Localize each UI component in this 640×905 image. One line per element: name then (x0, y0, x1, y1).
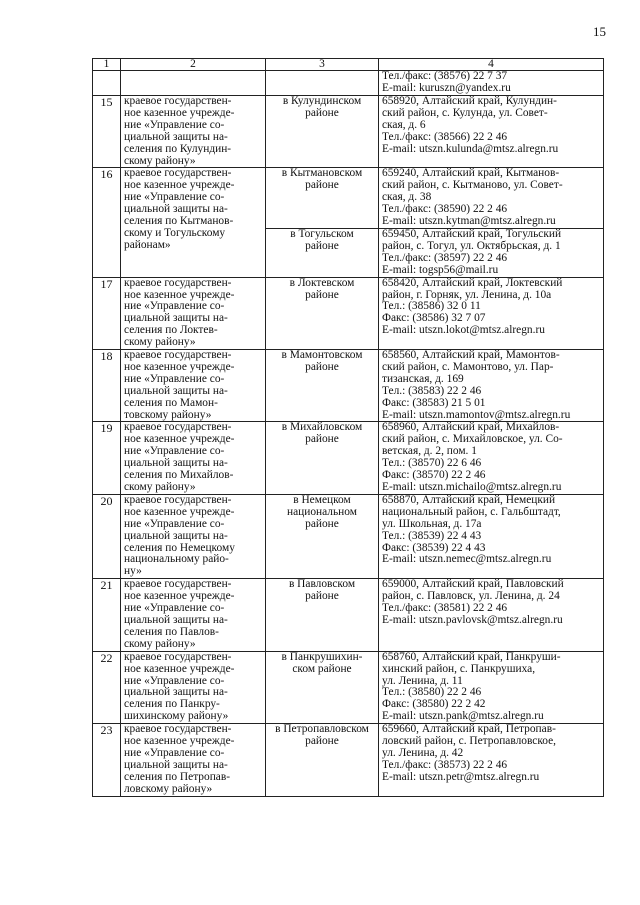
contacts-cell: 658560, Алтайский край, Мамонтов- ский район, с. Мамонтово, ул. Пар- тизанская, д. 169 Тел.: (38583) 22 2 46 Факс: (38583) 21 5 01 E-mail: utszn.mamontov@mtsz.alregn.ru (379, 350, 604, 422)
row-number-cell (93, 71, 121, 96)
row-number-cell: 16 (93, 168, 121, 277)
table-row (93, 724, 604, 796)
row-number-cell: 15 (93, 96, 121, 168)
row-number-cell: 18 (93, 350, 121, 422)
district-cell: в Мамонтовском районе (266, 350, 379, 422)
contacts-cell: 659000, Алтайский край, Павловский район, с. Павловск, ул. Ленина, д. 24 Тел./факс: (38581) 22 2 46 E-mail: utszn.pavlovsk@mtsz.alregn.ru (379, 579, 604, 651)
table-row (93, 422, 604, 494)
institution-cell: краевое государствен- ное казенное учрежде- ние «Управление со- циальной защиты на- селения по Панкру- шихинскому району» (121, 651, 266, 723)
table-row (93, 96, 604, 168)
contacts-cell: Тел./факс: (38576) 22 7 37 E-mail: kuruszn@yandex.ru (379, 71, 604, 96)
row-number-cell: 17 (93, 277, 121, 349)
district-cell: в Тогульском районе (266, 228, 379, 277)
contacts-cell: 658960, Алтайский край, Михайлов- ский район, с. Михайловское, ул. Со- ветская, д. 2, пом. 1 Тел.: (38570) 22 6 46 Факс: (38570) 22 2 46 E-mail: utszn.michailo@mtsz.alregn.ru (379, 422, 604, 494)
district-cell: в Кытмановском районе (266, 168, 379, 229)
table-row (93, 651, 604, 723)
district-cell: в Михайловском районе (266, 422, 379, 494)
institution-cell: краевое государствен- ное казенное учрежде- ние «Управление со- циальной защиты на- селения по Мамон- товскому району» (121, 350, 266, 422)
district-cell: в Локтевском районе (266, 277, 379, 349)
contacts-cell: 658870, Алтайский край, Немецкий национальный район, с. Гальбштадт, ул. Школьная, д. 17а Тел.: (38539) 22 4 43 Факс: (38539) 22 4 43 E-mail: utszn.nemec@mtsz.alregn.ru (379, 494, 604, 578)
table-row (93, 350, 604, 422)
district-cell: в Петропавловском районе (266, 724, 379, 796)
table-row-continuation (93, 71, 604, 96)
contacts-cell: 658760, Алтайский край, Панкруши- хинский район, с. Панкрушиха, ул. Ленина, д. 11 Тел.: (38580) 22 2 46 Факс: (38580) 22 2 42 E-mail: utszn.pank@mtsz.alregn.ru (379, 651, 604, 723)
institution-cell: краевое государствен- ное казенное учрежде- ние «Управление со- циальной защиты на- селения по Кытманов- скому и Тогульскому районам» (121, 168, 266, 277)
table-header-row (93, 59, 604, 71)
row-number-cell: 22 (93, 651, 121, 723)
contacts-cell: 659450, Алтайский край, Тогульский район, с. Тогул, ул. Октябрьская, д. 1 Тел./факс: (38597) 22 2 46 E-mail: togsp56@mail.ru (379, 228, 604, 277)
page-number: 15 (593, 24, 606, 39)
row-number-cell: 21 (93, 579, 121, 651)
district-cell: в Павловском районе (266, 579, 379, 651)
column-header-4: 4 (379, 59, 604, 71)
institution-cell: краевое государствен- ное казенное учрежде- ние «Управление со- циальной защиты на- селения по Павлов- скому району» (121, 579, 266, 651)
table-row (93, 168, 604, 229)
row-number-cell: 23 (93, 724, 121, 796)
institution-cell: краевое государствен- ное казенное учрежде- ние «Управление со- циальной защиты на- селения по Немецкому национальному райо- ну» (121, 494, 266, 578)
row-number-cell: 19 (93, 422, 121, 494)
district-cell (266, 71, 379, 96)
institution-cell (121, 71, 266, 96)
table-row (93, 494, 604, 578)
institution-cell: краевое государствен- ное казенное учрежде- ние «Управление со- циальной защиты на- селения по Локтев- скому району» (121, 277, 266, 349)
district-cell: в Панкрушихин- ском районе (266, 651, 379, 723)
contacts-cell: 659660, Алтайский край, Петропав- ловский район, с. Петропавловское, ул. Ленина, д. 42 Тел./факс: (38573) 22 2 46 E-mail: utszn.petr@mtsz.alregn.ru (379, 724, 604, 796)
district-cell: в Немецком национальном районе (266, 494, 379, 578)
contacts-cell: 658920, Алтайский край, Кулундин- ский район, с. Кулунда, ул. Совет- ская, д. 6 Тел./факс: (38566) 22 2 46 E-mail: utszn.kulunda@mtsz.alregn.ru (379, 96, 604, 168)
institution-cell: краевое государствен- ное казенное учрежде- ние «Управление со- циальной защиты на- селения по Кулундин- скому району» (121, 96, 266, 168)
row-number-cell: 20 (93, 494, 121, 578)
contacts-cell: 658420, Алтайский край, Локтевский район, г. Горняк, ул. Ленина, д. 10а Тел.: (38586) 32 0 11 Факс: (38586) 32 7 07 E-mail: utszn.lokot@mtsz.alregn.ru (379, 277, 604, 349)
institution-cell: краевое государствен- ное казенное учрежде- ние «Управление со- циальной защиты на- селения по Михайлов- скому району» (121, 422, 266, 494)
contacts-cell: 659240, Алтайский край, Кытманов- ский район, с. Кытманово, ул. Совет- ская, д. 38 Тел./факс: (38590) 22 2 46 E-mail: utszn.kytman@mtsz.alregn.ru (379, 168, 604, 229)
institution-cell: краевое государствен- ное казенное учрежде- ние «Управление со- циальной защиты на- селения по Петропав- ловскому району» (121, 724, 266, 796)
table-row (93, 579, 604, 651)
district-cell: в Кулундинском районе (266, 96, 379, 168)
column-header-2: 2 (121, 59, 266, 71)
table-row (93, 277, 604, 349)
column-header-1: 1 (93, 59, 121, 71)
column-header-3: 3 (266, 59, 379, 71)
institutions-table (92, 58, 604, 797)
